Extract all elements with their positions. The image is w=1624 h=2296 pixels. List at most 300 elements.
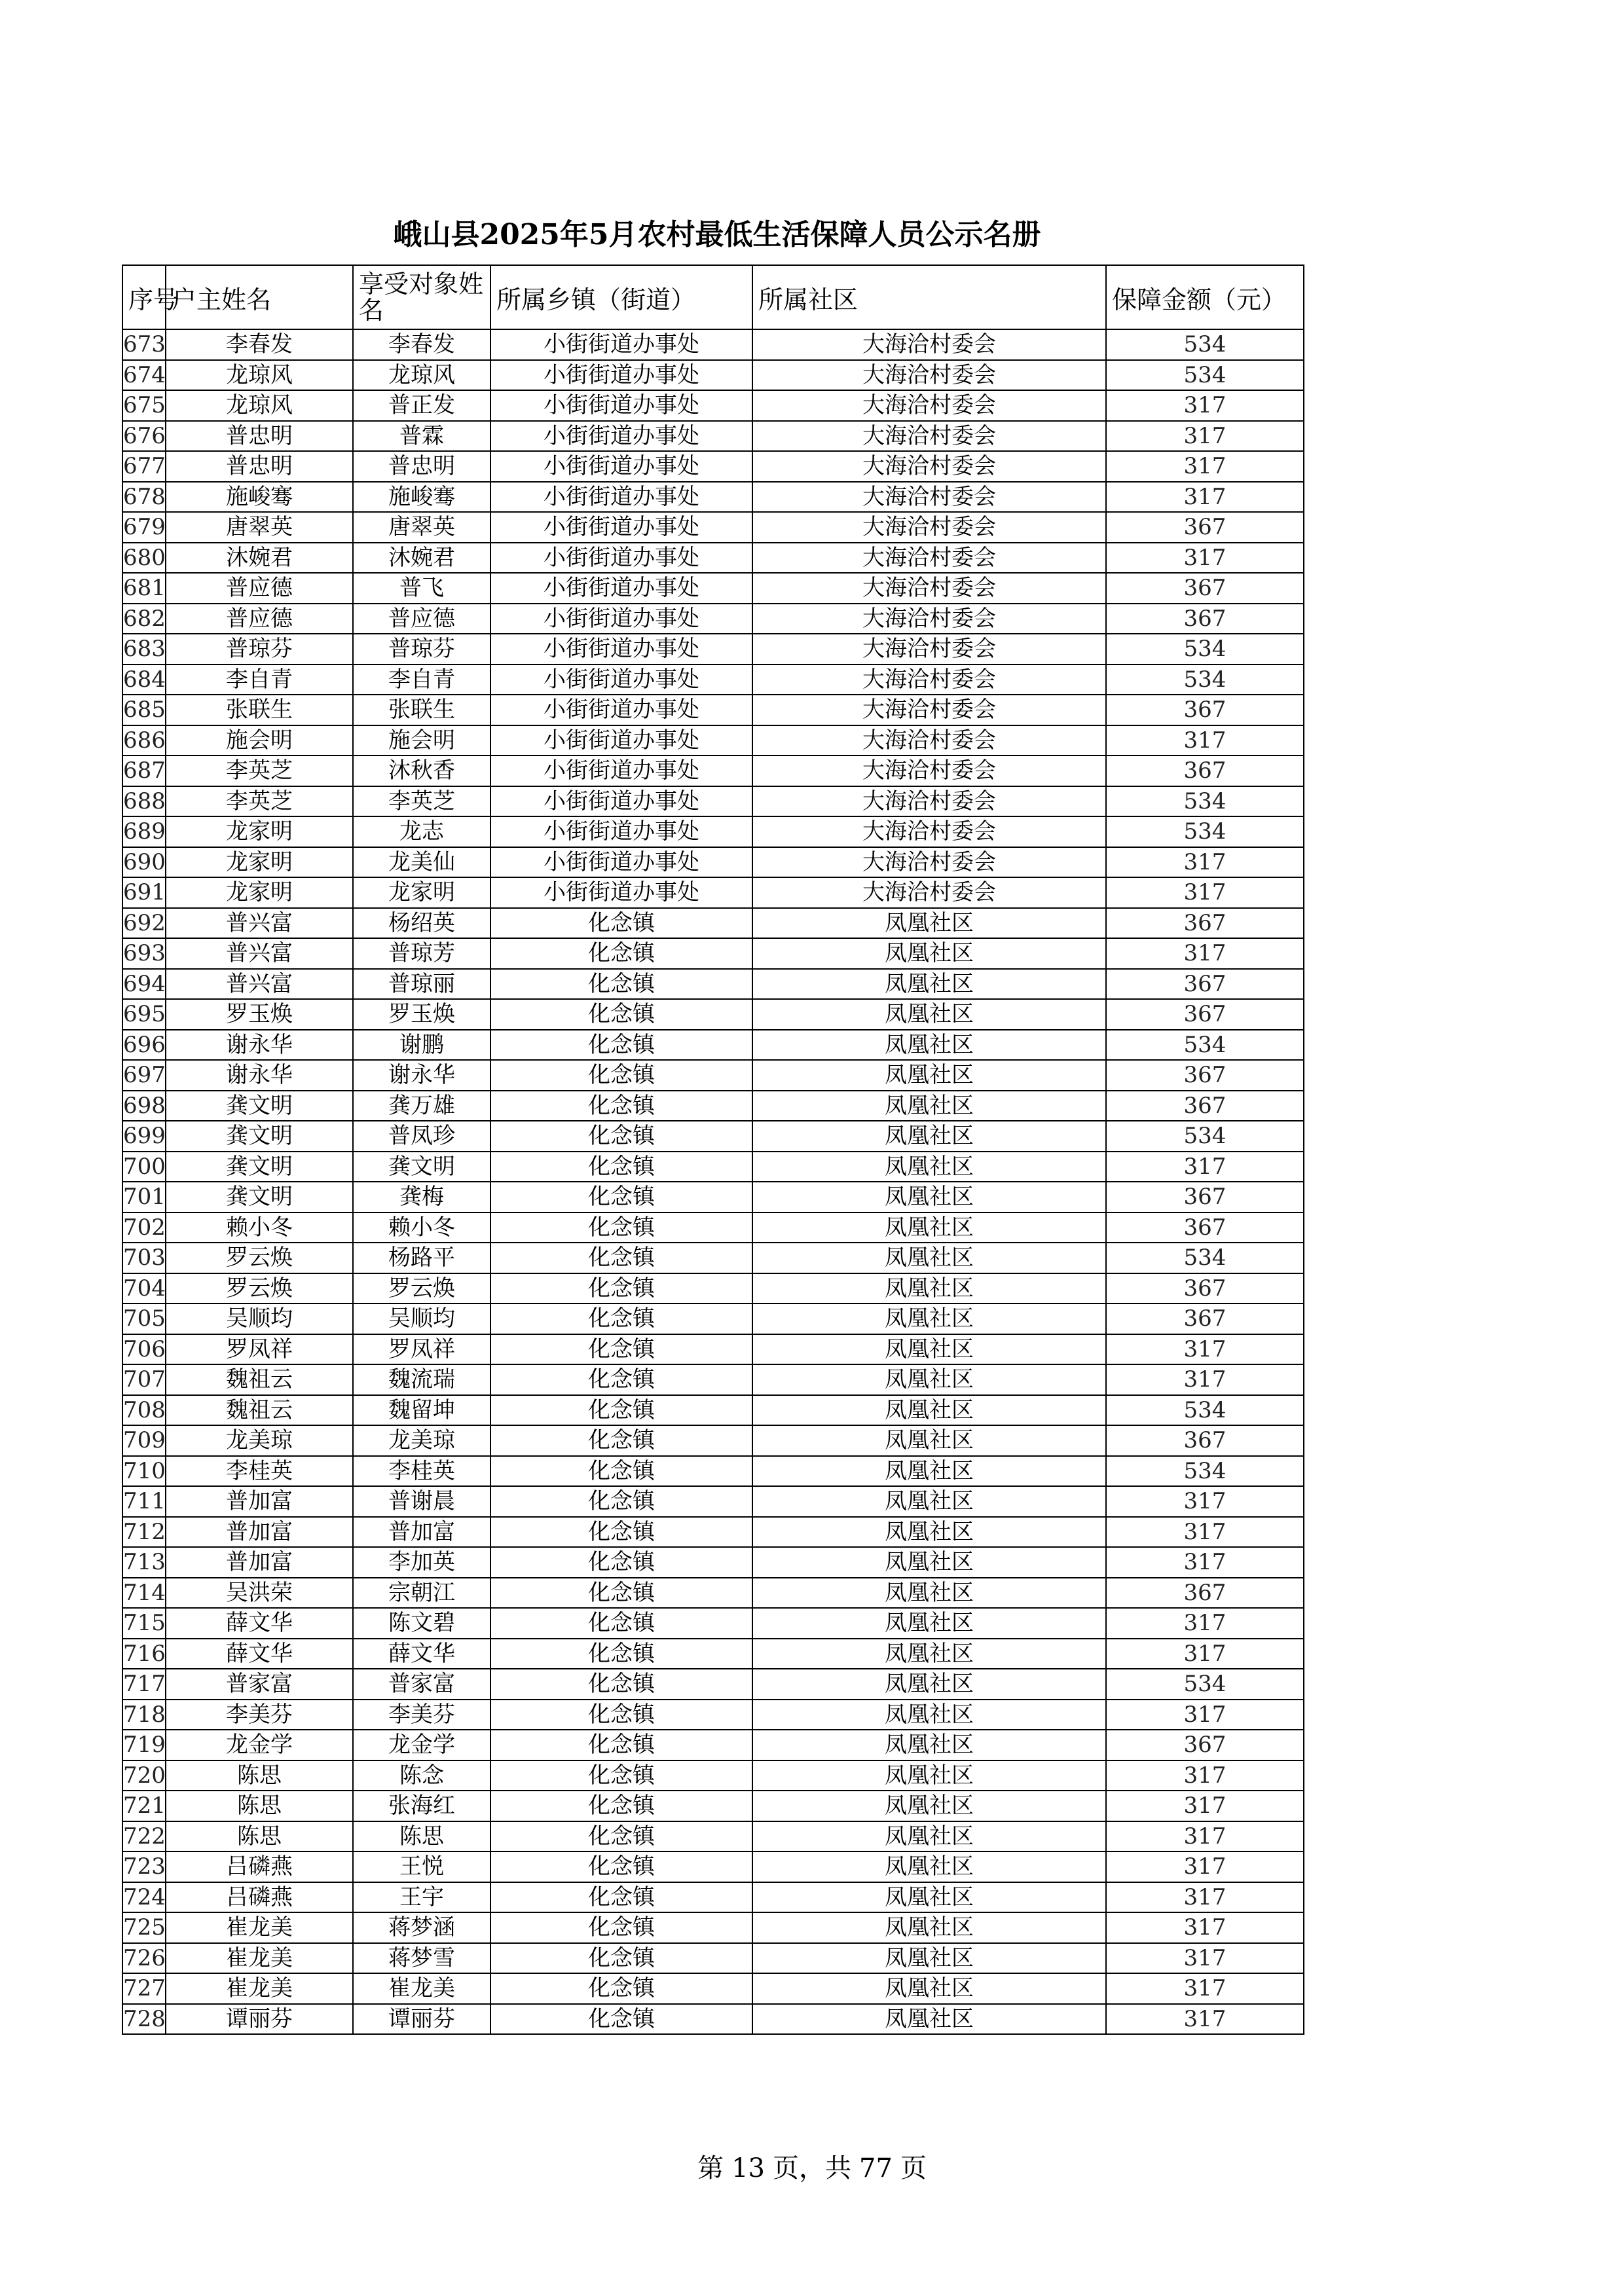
cell-community: 凤凰社区 [752, 1456, 1106, 1487]
cell-beneficiary: 普应德 [353, 604, 490, 634]
cell-community: 凤凰社区 [752, 938, 1106, 969]
table-row [122, 847, 1304, 878]
cell-township: 化念镇 [490, 1364, 752, 1395]
cell-household-head: 普兴富 [166, 938, 353, 969]
cell-amount: 367 [1106, 1091, 1304, 1121]
cell-household-head: 吕磷燕 [166, 1882, 353, 1913]
cell-amount: 534 [1106, 360, 1304, 391]
cell-index: 689 [122, 816, 166, 847]
cell-beneficiary: 崔龙美 [353, 1973, 490, 2004]
cell-household-head: 沐婉君 [166, 543, 353, 574]
cell-township: 化念镇 [490, 1547, 752, 1578]
table-row [122, 725, 1304, 756]
cell-beneficiary: 魏留坤 [353, 1395, 490, 1426]
cell-amount: 317 [1106, 1517, 1304, 1548]
cell-community: 凤凰社区 [752, 2004, 1106, 2035]
cell-index: 674 [122, 360, 166, 391]
table-row [122, 938, 1304, 969]
cell-beneficiary: 赖小冬 [353, 1212, 490, 1243]
cell-household-head: 普加富 [166, 1547, 353, 1578]
header-beneficiary: 享受对象姓名 [353, 265, 490, 329]
cell-household-head: 罗玉焕 [166, 999, 353, 1030]
table-row [122, 1212, 1304, 1243]
cell-township: 化念镇 [490, 1851, 752, 1882]
cell-township: 化念镇 [490, 1730, 752, 1760]
cell-amount: 367 [1106, 1060, 1304, 1091]
cell-community: 凤凰社区 [752, 1243, 1106, 1273]
table-row [122, 1303, 1304, 1334]
cell-index: 683 [122, 634, 166, 665]
cell-index: 702 [122, 1212, 166, 1243]
cell-household-head: 崔龙美 [166, 1973, 353, 2004]
cell-amount: 317 [1106, 1547, 1304, 1578]
cell-beneficiary: 龙美琼 [353, 1425, 490, 1456]
cell-community: 大海洽村委会 [752, 421, 1106, 452]
cell-beneficiary: 陈文碧 [353, 1608, 490, 1639]
cell-index: 684 [122, 665, 166, 695]
cell-township: 化念镇 [490, 1973, 752, 2004]
cell-community: 凤凰社区 [752, 999, 1106, 1030]
cell-index: 707 [122, 1364, 166, 1395]
cell-amount: 367 [1106, 1273, 1304, 1304]
table-row [122, 1456, 1304, 1487]
cell-township: 小街街道办事处 [490, 816, 752, 847]
cell-township: 化念镇 [490, 1425, 752, 1456]
cell-index: 703 [122, 1243, 166, 1273]
cell-community: 大海洽村委会 [752, 725, 1106, 756]
table-row [122, 1912, 1304, 1943]
cell-community: 凤凰社区 [752, 1912, 1106, 1943]
cell-amount: 367 [1106, 1212, 1304, 1243]
cell-amount: 317 [1106, 725, 1304, 756]
cell-household-head: 龙美琼 [166, 1425, 353, 1456]
table-row [122, 816, 1304, 847]
cell-township: 化念镇 [490, 1060, 752, 1091]
cell-community: 凤凰社区 [752, 1273, 1106, 1304]
cell-index: 676 [122, 421, 166, 452]
cell-community: 凤凰社区 [752, 1821, 1106, 1852]
cell-index: 675 [122, 390, 166, 421]
cell-household-head: 龚文明 [166, 1182, 353, 1212]
cell-community: 凤凰社区 [752, 1303, 1106, 1334]
cell-index: 701 [122, 1182, 166, 1212]
cell-amount: 367 [1106, 512, 1304, 543]
cell-index: 723 [122, 1851, 166, 1882]
cell-community: 大海洽村委会 [752, 816, 1106, 847]
cell-household-head: 李美芬 [166, 1700, 353, 1730]
cell-township: 化念镇 [490, 1578, 752, 1609]
cell-index: 710 [122, 1456, 166, 1487]
cell-township: 化念镇 [490, 1243, 752, 1273]
table-row [122, 786, 1304, 817]
cell-household-head: 谢永华 [166, 1030, 353, 1061]
table-row [122, 604, 1304, 634]
table-row [122, 1364, 1304, 1395]
cell-township: 小街街道办事处 [490, 451, 752, 482]
cell-index: 693 [122, 938, 166, 969]
cell-amount: 317 [1106, 1882, 1304, 1913]
cell-household-head: 崔龙美 [166, 1912, 353, 1943]
cell-household-head: 龙金学 [166, 1730, 353, 1760]
table-row [122, 360, 1304, 391]
cell-index: 688 [122, 786, 166, 817]
cell-township: 小街街道办事处 [490, 695, 752, 725]
table-row [122, 1030, 1304, 1061]
cell-amount: 317 [1106, 1152, 1304, 1182]
table-row [122, 1700, 1304, 1730]
cell-index: 690 [122, 847, 166, 878]
table-row [122, 1791, 1304, 1821]
cell-index: 700 [122, 1152, 166, 1182]
cell-amount: 317 [1106, 1364, 1304, 1395]
cell-amount: 317 [1106, 2004, 1304, 2035]
footer-total-pages: 77 [859, 2153, 893, 2183]
cell-beneficiary: 唐翠英 [353, 512, 490, 543]
cell-township: 化念镇 [490, 1030, 752, 1061]
cell-beneficiary: 施峻骞 [353, 482, 490, 513]
cell-index: 686 [122, 725, 166, 756]
cell-township: 化念镇 [490, 938, 752, 969]
cell-amount: 367 [1106, 1578, 1304, 1609]
cell-household-head: 龚文明 [166, 1121, 353, 1152]
table-body [122, 329, 1304, 2034]
footer-mid: 页，共 [773, 2153, 851, 2183]
cell-township: 化念镇 [490, 1273, 752, 1304]
cell-amount: 534 [1106, 1243, 1304, 1273]
table-row [122, 1182, 1304, 1212]
cell-index: 704 [122, 1273, 166, 1304]
cell-community: 大海洽村委会 [752, 604, 1106, 634]
table-row [122, 451, 1304, 482]
cell-amount: 534 [1106, 1669, 1304, 1700]
cell-household-head: 李英芝 [166, 756, 353, 786]
table-row [122, 2004, 1304, 2035]
cell-township: 化念镇 [490, 1303, 752, 1334]
cell-index: 698 [122, 1091, 166, 1121]
table-row [122, 1882, 1304, 1913]
cell-household-head: 李英芝 [166, 786, 353, 817]
cell-community: 大海洽村委会 [752, 877, 1106, 908]
table-row [122, 1121, 1304, 1152]
cell-township: 化念镇 [490, 1486, 752, 1517]
cell-household-head: 普加富 [166, 1486, 353, 1517]
cell-community: 凤凰社区 [752, 1791, 1106, 1821]
cell-household-head: 罗云焕 [166, 1273, 353, 1304]
cell-index: 691 [122, 877, 166, 908]
cell-amount: 534 [1106, 329, 1304, 360]
cell-index: 709 [122, 1425, 166, 1456]
cell-township: 化念镇 [490, 1456, 752, 1487]
cell-township: 化念镇 [490, 1639, 752, 1669]
cell-index: 725 [122, 1912, 166, 1943]
cell-beneficiary: 普琼芬 [353, 634, 490, 665]
cell-index: 718 [122, 1700, 166, 1730]
cell-community: 大海洽村委会 [752, 360, 1106, 391]
cell-index: 724 [122, 1882, 166, 1913]
cell-beneficiary: 李桂英 [353, 1456, 490, 1487]
cell-community: 大海洽村委会 [752, 695, 1106, 725]
cell-community: 凤凰社区 [752, 1851, 1106, 1882]
cell-township: 化念镇 [490, 1091, 752, 1121]
cell-township: 化念镇 [490, 2004, 752, 2035]
cell-index: 694 [122, 969, 166, 1000]
cell-community: 大海洽村委会 [752, 390, 1106, 421]
cell-household-head: 龙家明 [166, 816, 353, 847]
header-community: 所属社区 [752, 265, 1106, 329]
table-row [122, 573, 1304, 604]
cell-township: 化念镇 [490, 1517, 752, 1548]
cell-amount: 534 [1106, 1121, 1304, 1152]
cell-amount: 317 [1106, 938, 1304, 969]
roster-table [122, 264, 1304, 2035]
cell-beneficiary: 普加富 [353, 1517, 490, 1548]
cell-amount: 367 [1106, 999, 1304, 1030]
cell-index: 678 [122, 482, 166, 513]
cell-amount: 367 [1106, 573, 1304, 604]
cell-township: 化念镇 [490, 1882, 752, 1913]
cell-beneficiary: 沐婉君 [353, 543, 490, 574]
cell-household-head: 龙琼风 [166, 360, 353, 391]
cell-household-head: 龚文明 [166, 1152, 353, 1182]
table-row [122, 1152, 1304, 1182]
cell-index: 712 [122, 1517, 166, 1548]
cell-township: 化念镇 [490, 1395, 752, 1426]
cell-beneficiary: 施会明 [353, 725, 490, 756]
cell-community: 凤凰社区 [752, 1486, 1106, 1517]
table-row [122, 695, 1304, 725]
table-row [122, 1730, 1304, 1760]
cell-amount: 317 [1106, 1973, 1304, 2004]
cell-amount: 317 [1106, 1791, 1304, 1821]
cell-community: 凤凰社区 [752, 1547, 1106, 1578]
cell-amount: 317 [1106, 1700, 1304, 1730]
cell-amount: 367 [1106, 908, 1304, 939]
table-row [122, 329, 1304, 360]
cell-beneficiary: 薛文华 [353, 1639, 490, 1669]
table-row [122, 1669, 1304, 1700]
cell-beneficiary: 普谢晨 [353, 1486, 490, 1517]
cell-community: 凤凰社区 [752, 1608, 1106, 1639]
cell-amount: 317 [1106, 847, 1304, 878]
cell-household-head: 普家富 [166, 1669, 353, 1700]
cell-index: 726 [122, 1943, 166, 1974]
cell-index: 695 [122, 999, 166, 1030]
cell-index: 685 [122, 695, 166, 725]
cell-household-head: 普应德 [166, 604, 353, 634]
table-row [122, 421, 1304, 452]
footer-prefix: 第 [697, 2153, 724, 2183]
cell-beneficiary: 沐秋香 [353, 756, 490, 786]
cell-township: 小街街道办事处 [490, 543, 752, 574]
page-title: 峨山县2025年5月农村最低生活保障人员公示名册 [393, 218, 1041, 251]
cell-township: 化念镇 [490, 1821, 752, 1852]
cell-index: 711 [122, 1486, 166, 1517]
cell-household-head: 陈思 [166, 1760, 353, 1791]
cell-beneficiary: 王悦 [353, 1851, 490, 1882]
cell-household-head: 施会明 [166, 725, 353, 756]
cell-beneficiary: 普凤珍 [353, 1121, 490, 1152]
table-row [122, 1486, 1304, 1517]
cell-beneficiary: 李英芝 [353, 786, 490, 817]
cell-amount: 317 [1106, 1486, 1304, 1517]
cell-community: 凤凰社区 [752, 1882, 1106, 1913]
cell-township: 小街街道办事处 [490, 604, 752, 634]
cell-amount: 317 [1106, 877, 1304, 908]
cell-amount: 317 [1106, 390, 1304, 421]
cell-community: 凤凰社区 [752, 1517, 1106, 1548]
table-row [122, 1578, 1304, 1609]
cell-township: 化念镇 [490, 969, 752, 1000]
cell-amount: 317 [1106, 1334, 1304, 1365]
cell-township: 化念镇 [490, 1791, 752, 1821]
cell-household-head: 李桂英 [166, 1456, 353, 1487]
table-row [122, 1547, 1304, 1578]
cell-index: 681 [122, 573, 166, 604]
cell-amount: 534 [1106, 786, 1304, 817]
cell-township: 小街街道办事处 [490, 786, 752, 817]
table-row [122, 1639, 1304, 1669]
cell-amount: 534 [1106, 665, 1304, 695]
cell-beneficiary: 龙金学 [353, 1730, 490, 1760]
cell-amount: 317 [1106, 421, 1304, 452]
cell-index: 715 [122, 1608, 166, 1639]
table-row [122, 1060, 1304, 1091]
cell-township: 化念镇 [490, 908, 752, 939]
cell-household-head: 普加富 [166, 1517, 353, 1548]
cell-household-head: 崔龙美 [166, 1943, 353, 1974]
cell-index: 687 [122, 756, 166, 786]
cell-township: 化念镇 [490, 1152, 752, 1182]
cell-beneficiary: 王宇 [353, 1882, 490, 1913]
cell-beneficiary: 谢永华 [353, 1060, 490, 1091]
cell-amount: 367 [1106, 1730, 1304, 1760]
cell-beneficiary: 李春发 [353, 329, 490, 360]
cell-beneficiary: 龙琼风 [353, 360, 490, 391]
cell-community: 凤凰社区 [752, 1395, 1106, 1426]
cell-community: 大海洽村委会 [752, 451, 1106, 482]
cell-household-head: 李自青 [166, 665, 353, 695]
cell-township: 小街街道办事处 [490, 390, 752, 421]
table-row [122, 543, 1304, 574]
cell-amount: 534 [1106, 634, 1304, 665]
cell-index: 680 [122, 543, 166, 574]
table-row [122, 1425, 1304, 1456]
cell-township: 小街街道办事处 [490, 634, 752, 665]
cell-beneficiary: 普家富 [353, 1669, 490, 1700]
cell-township: 小街街道办事处 [490, 512, 752, 543]
cell-household-head: 魏祖云 [166, 1364, 353, 1395]
cell-household-head: 施峻骞 [166, 482, 353, 513]
cell-beneficiary: 普飞 [353, 573, 490, 604]
cell-beneficiary: 张海红 [353, 1791, 490, 1821]
table-row [122, 1760, 1304, 1791]
cell-household-head: 普应德 [166, 573, 353, 604]
header-amount: 保障金额（元） [1106, 265, 1304, 329]
cell-index: 677 [122, 451, 166, 482]
cell-township: 化念镇 [490, 1760, 752, 1791]
cell-beneficiary: 吴顺均 [353, 1303, 490, 1334]
cell-beneficiary: 李加英 [353, 1547, 490, 1578]
cell-community: 大海洽村委会 [752, 543, 1106, 574]
cell-community: 凤凰社区 [752, 1212, 1106, 1243]
cell-index: 696 [122, 1030, 166, 1061]
cell-amount: 317 [1106, 1943, 1304, 1974]
cell-index: 720 [122, 1760, 166, 1791]
cell-community: 凤凰社区 [752, 1334, 1106, 1365]
footer-page-number: 13 [731, 2153, 765, 2183]
cell-township: 小街街道办事处 [490, 573, 752, 604]
cell-community: 凤凰社区 [752, 1700, 1106, 1730]
cell-beneficiary: 杨路平 [353, 1243, 490, 1273]
cell-beneficiary: 宗朝江 [353, 1578, 490, 1609]
table-row [122, 1973, 1304, 2004]
cell-township: 化念镇 [490, 1182, 752, 1212]
header-index: 序号 [122, 265, 166, 329]
cell-amount: 317 [1106, 1821, 1304, 1852]
cell-beneficiary: 龚文明 [353, 1152, 490, 1182]
cell-index: 713 [122, 1547, 166, 1578]
cell-household-head: 吴顺均 [166, 1303, 353, 1334]
cell-township: 小街街道办事处 [490, 756, 752, 786]
cell-household-head: 薛文华 [166, 1608, 353, 1639]
cell-beneficiary: 罗玉焕 [353, 999, 490, 1030]
cell-index: 728 [122, 2004, 166, 2035]
cell-beneficiary: 魏流瑞 [353, 1364, 490, 1395]
cell-amount: 317 [1106, 451, 1304, 482]
cell-community: 大海洽村委会 [752, 665, 1106, 695]
cell-household-head: 龚文明 [166, 1091, 353, 1121]
cell-amount: 317 [1106, 1760, 1304, 1791]
table-row [122, 969, 1304, 1000]
cell-township: 化念镇 [490, 1700, 752, 1730]
cell-household-head: 唐翠英 [166, 512, 353, 543]
cell-beneficiary: 罗凤祥 [353, 1334, 490, 1365]
table-row [122, 1243, 1304, 1273]
cell-community: 凤凰社区 [752, 1943, 1106, 1974]
cell-amount: 367 [1106, 1182, 1304, 1212]
cell-index: 716 [122, 1639, 166, 1669]
cell-household-head: 陈思 [166, 1791, 353, 1821]
cell-community: 凤凰社区 [752, 1669, 1106, 1700]
cell-index: 673 [122, 329, 166, 360]
cell-amount: 534 [1106, 816, 1304, 847]
cell-township: 小街街道办事处 [490, 665, 752, 695]
cell-index: 722 [122, 1821, 166, 1852]
cell-index: 699 [122, 1121, 166, 1152]
cell-household-head: 陈思 [166, 1821, 353, 1852]
table-row [122, 877, 1304, 908]
cell-township: 化念镇 [490, 1334, 752, 1365]
table-row [122, 1517, 1304, 1548]
cell-community: 凤凰社区 [752, 1578, 1106, 1609]
cell-amount: 367 [1106, 604, 1304, 634]
cell-household-head: 魏祖云 [166, 1395, 353, 1426]
cell-community: 凤凰社区 [752, 1364, 1106, 1395]
cell-township: 小街街道办事处 [490, 329, 752, 360]
cell-beneficiary: 谭丽芬 [353, 2004, 490, 2035]
cell-amount: 317 [1106, 482, 1304, 513]
cell-household-head: 普兴富 [166, 969, 353, 1000]
cell-beneficiary: 龙美仙 [353, 847, 490, 878]
cell-household-head: 吕磷燕 [166, 1851, 353, 1882]
cell-township: 化念镇 [490, 999, 752, 1030]
cell-community: 大海洽村委会 [752, 512, 1106, 543]
cell-community: 大海洽村委会 [752, 847, 1106, 878]
table-row [122, 390, 1304, 421]
cell-amount: 534 [1106, 1030, 1304, 1061]
cell-township: 小街街道办事处 [490, 421, 752, 452]
cell-township: 小街街道办事处 [490, 847, 752, 878]
